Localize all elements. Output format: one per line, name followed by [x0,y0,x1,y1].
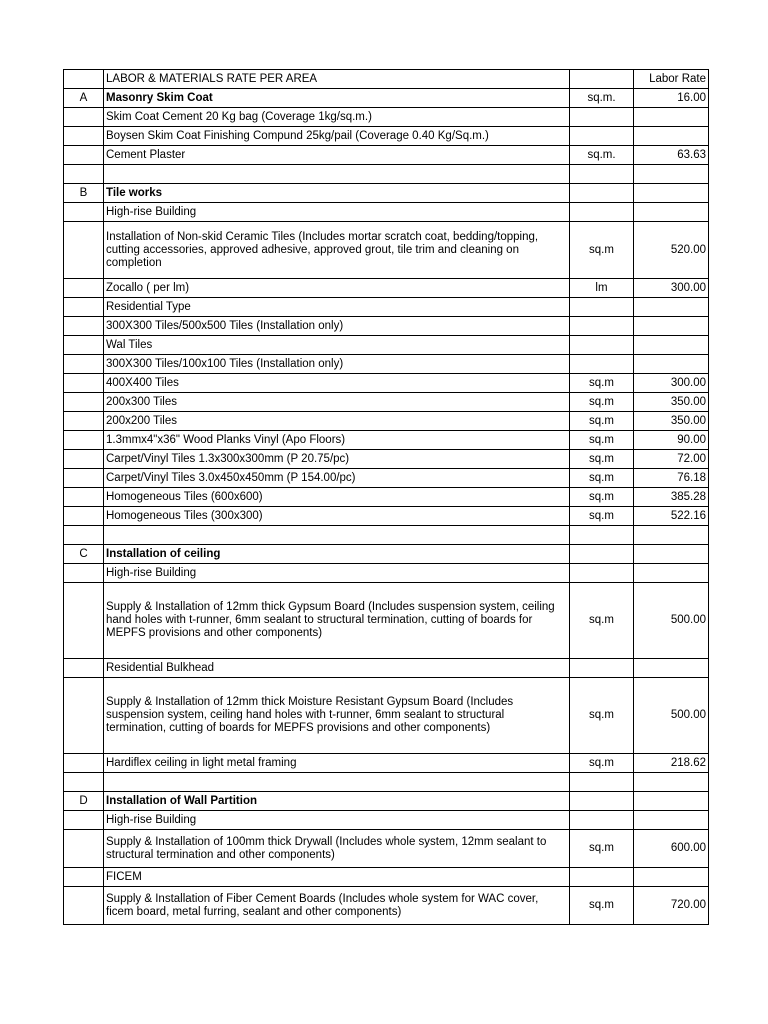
row-letter [64,165,104,184]
row-letter: D [64,792,104,811]
row-description: Wal Tiles [104,336,570,355]
row-unit: sq.m [570,431,634,450]
row-unit [570,564,634,583]
table-row [64,678,709,754]
row-labor-rate [634,773,709,792]
row-letter [64,507,104,526]
row-labor-rate [634,317,709,336]
header-letter [64,70,104,89]
row-unit: sq.m [570,754,634,773]
row-labor-rate: 16.00 [634,89,709,108]
header-title: LABOR & MATERIALS RATE PER AREA [104,70,570,89]
row-labor-rate [634,868,709,887]
row-letter [64,811,104,830]
row-description: Installation of Non-skid Ceramic Tiles (Includes mortar scratch coat, bedding/topping, cutting accessories, approved adhesive, approved grout, tile trim and cleaning on completion [104,222,570,279]
row-labor-rate: 72.00 [634,450,709,469]
row-letter [64,450,104,469]
table-row [64,108,709,127]
table-row [64,203,709,222]
row-unit: sq.m [570,887,634,925]
row-labor-rate: 76.18 [634,469,709,488]
row-unit: sq.m [570,583,634,659]
row-labor-rate: 500.00 [634,678,709,754]
table-row [64,222,709,279]
row-letter [64,298,104,317]
table-row [64,146,709,165]
row-description: Masonry Skim Coat [104,89,570,108]
row-unit: sq.m [570,222,634,279]
row-description: Installation of Wall Partition [104,792,570,811]
row-description: Residential Type [104,298,570,317]
row-letter [64,108,104,127]
row-labor-rate [634,526,709,545]
row-unit [570,336,634,355]
row-labor-rate: 300.00 [634,374,709,393]
row-letter [64,564,104,583]
row-unit: lm [570,279,634,298]
row-description: Supply & Installation of 12mm thick Moisture Resistant Gypsum Board (Includes suspension system, ceiling hand holes with t-runner, 6mm sealant to structural termination, cutting of boards for MEPFS provisions and other components) [104,678,570,754]
row-labor-rate: 300.00 [634,279,709,298]
table-row [64,184,709,203]
row-description: Carpet/Vinyl Tiles 1.3x300x300mm (P 20.75/pc) [104,450,570,469]
row-letter [64,222,104,279]
row-description: 200x300 Tiles [104,393,570,412]
table-row [64,545,709,564]
row-unit [570,792,634,811]
row-labor-rate [634,298,709,317]
row-labor-rate [634,355,709,374]
table-row [64,469,709,488]
table-row [64,165,709,184]
table-row [64,754,709,773]
row-unit: sq.m [570,507,634,526]
row-description: 300X300 Tiles/100x100 Tiles (Installation only) [104,355,570,374]
row-letter [64,317,104,336]
row-labor-rate [634,336,709,355]
row-labor-rate: 500.00 [634,583,709,659]
row-unit: sq.m [570,678,634,754]
row-description: High-rise Building [104,203,570,222]
row-description: High-rise Building [104,811,570,830]
row-letter [64,431,104,450]
row-unit: sq.m. [570,146,634,165]
table-row [64,583,709,659]
row-labor-rate: 63.63 [634,146,709,165]
table-row [64,792,709,811]
row-letter: B [64,184,104,203]
row-labor-rate [634,811,709,830]
table-row [64,564,709,583]
row-letter [64,279,104,298]
row-description: Cement Plaster [104,146,570,165]
row-description: Supply & Installation of Fiber Cement Boards (Includes whole system for WAC cover, ficem board, metal furring, sealant and other components) [104,887,570,925]
table-row [64,412,709,431]
table-row [64,830,709,868]
table-row [64,279,709,298]
header-unit [570,70,634,89]
row-letter [64,830,104,868]
row-unit [570,317,634,336]
table-row [64,336,709,355]
table-row [64,127,709,146]
row-letter [64,469,104,488]
row-unit [570,127,634,146]
row-unit: sq.m [570,469,634,488]
row-labor-rate: 522.16 [634,507,709,526]
row-description: Residential Bulkhead [104,659,570,678]
row-letter [64,336,104,355]
table-row [64,317,709,336]
row-letter [64,868,104,887]
row-description: Boysen Skim Coat Finishing Compund 25kg/pail (Coverage 0.40 Kg/Sq.m.) [104,127,570,146]
row-labor-rate: 350.00 [634,412,709,431]
row-letter [64,583,104,659]
row-letter [64,526,104,545]
table-header-row [64,70,709,89]
row-labor-rate [634,108,709,127]
row-description: Homogeneous Tiles (600x600) [104,488,570,507]
row-description: 1.3mmx4"x36" Wood Planks Vinyl (Apo Floors) [104,431,570,450]
table-row [64,526,709,545]
row-description: Tile works [104,184,570,203]
row-letter [64,146,104,165]
row-labor-rate: 600.00 [634,830,709,868]
row-description: Hardiflex ceiling in light metal framing [104,754,570,773]
row-unit [570,659,634,678]
row-unit [570,545,634,564]
row-letter [64,412,104,431]
header-rate: Labor Rate [634,70,709,89]
row-unit [570,298,634,317]
row-unit [570,355,634,374]
row-labor-rate: 218.62 [634,754,709,773]
labor-rate-table [63,69,709,925]
row-unit [570,526,634,545]
row-description: Skim Coat Cement 20 Kg bag (Coverage 1kg/sq.m.) [104,108,570,127]
row-unit [570,868,634,887]
row-letter [64,659,104,678]
table-row [64,393,709,412]
row-letter [64,678,104,754]
row-unit [570,108,634,127]
table-row [64,89,709,108]
table-row [64,773,709,792]
row-letter [64,355,104,374]
table-body [64,70,709,925]
row-description: Supply & Installation of 100mm thick Drywall (Includes whole system, 12mm sealant to structural termination and other components) [104,830,570,868]
row-letter [64,887,104,925]
table-row [64,450,709,469]
row-labor-rate: 350.00 [634,393,709,412]
row-labor-rate [634,564,709,583]
table-row [64,868,709,887]
row-labor-rate [634,184,709,203]
table-row [64,507,709,526]
row-description: Carpet/Vinyl Tiles 3.0x450x450mm (P 154.00/pc) [104,469,570,488]
row-labor-rate: 520.00 [634,222,709,279]
row-labor-rate [634,165,709,184]
row-labor-rate [634,203,709,222]
row-letter [64,374,104,393]
row-letter: C [64,545,104,564]
row-unit: sq.m [570,830,634,868]
row-labor-rate [634,127,709,146]
row-letter [64,773,104,792]
table-row [64,488,709,507]
row-unit: sq.m [570,374,634,393]
table-row [64,431,709,450]
row-unit: sq.m [570,393,634,412]
row-letter [64,393,104,412]
row-letter [64,127,104,146]
row-labor-rate [634,545,709,564]
row-unit: sq.m. [570,89,634,108]
row-description: High-rise Building [104,564,570,583]
row-description: Installation of ceiling [104,545,570,564]
row-unit [570,165,634,184]
row-unit [570,184,634,203]
row-labor-rate: 720.00 [634,887,709,925]
row-unit [570,811,634,830]
row-unit: sq.m [570,412,634,431]
table-row [64,374,709,393]
row-letter: A [64,89,104,108]
table-row [64,887,709,925]
table-row [64,355,709,374]
row-description: 200x200 Tiles [104,412,570,431]
table-row [64,659,709,678]
row-description [104,773,570,792]
row-unit: sq.m [570,488,634,507]
row-description: 400X400 Tiles [104,374,570,393]
row-unit [570,773,634,792]
row-letter [64,754,104,773]
row-description [104,526,570,545]
row-labor-rate: 90.00 [634,431,709,450]
row-description: Zocallo ( per lm) [104,279,570,298]
table-row [64,298,709,317]
row-description: FICEM [104,868,570,887]
row-description [104,165,570,184]
row-labor-rate [634,659,709,678]
row-unit: sq.m [570,450,634,469]
row-description: Homogeneous Tiles (300x300) [104,507,570,526]
table-row [64,811,709,830]
row-letter [64,488,104,507]
row-labor-rate [634,792,709,811]
row-description: Supply & Installation of 12mm thick Gypsum Board (Includes suspension system, ceiling hand holes with t-runner, 6mm sealant to structural termination, cutting of boards for MEPFS provisions and other components) [104,583,570,659]
row-unit [570,203,634,222]
row-letter [64,203,104,222]
row-description: 300X300 Tiles/500x500 Tiles (Installation only) [104,317,570,336]
row-labor-rate: 385.28 [634,488,709,507]
